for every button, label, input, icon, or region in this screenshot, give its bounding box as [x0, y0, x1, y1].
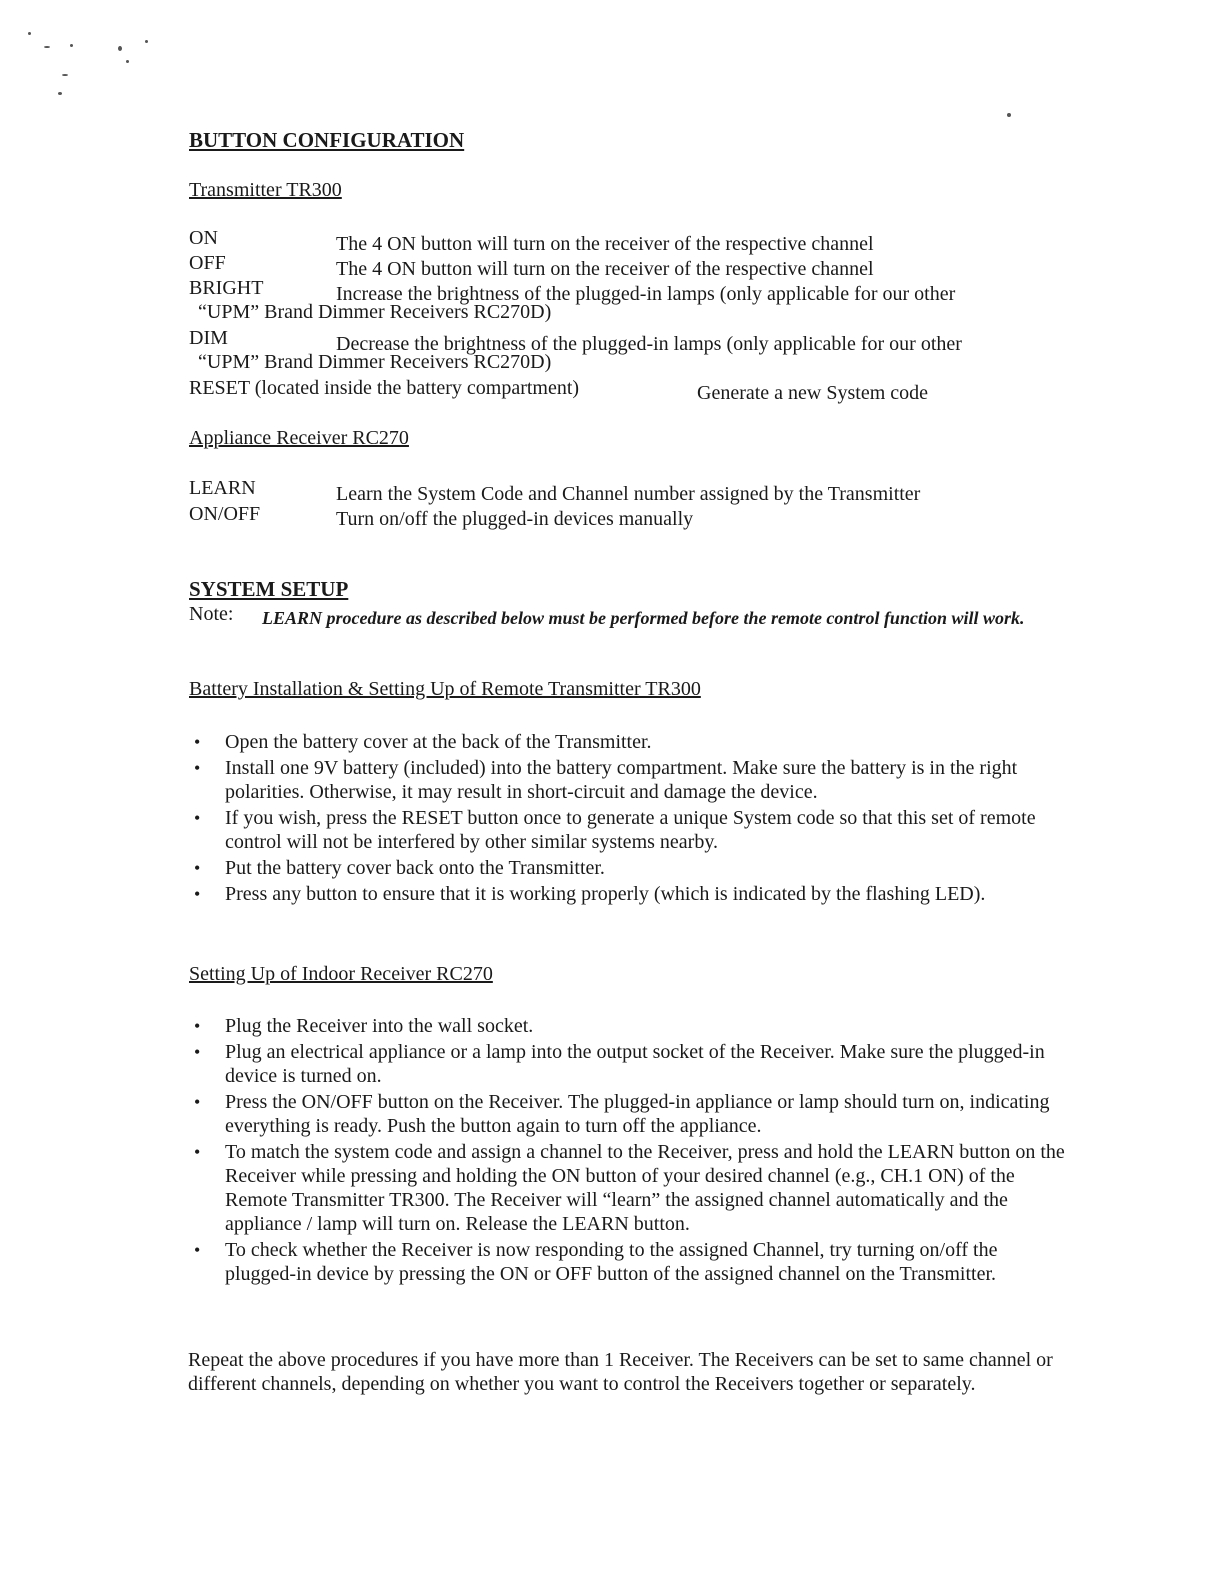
- scan-speck: [44, 46, 50, 48]
- list-item: • To check whether the Receiver is now responding to the assigned Channel, try turning on/off the plugged-in device by pressing the ON or OFF button of the assigned channel on the Transmitter.: [188, 1238, 1068, 1286]
- scan-speck: [62, 74, 68, 76]
- button-key-bright: BRIGHT: [189, 277, 264, 299]
- list-item: • If you wish, press the RESET button once to generate a unique System code so that this set of remote control will not be interfered by other similar systems nearby.: [188, 806, 1068, 854]
- button-key-reset: RESET (located inside the battery compartment): [189, 377, 580, 399]
- section-heading-system-setup: SYSTEM SETUP: [189, 577, 349, 601]
- button-desc-dim-cont: “UPM” Brand Dimmer Receivers RC270D): [198, 351, 552, 373]
- subheading-battery-installation: Battery Installation & Setting Up of Remote Transmitter TR300: [189, 678, 701, 700]
- list-item: • Plug the Receiver into the wall socket.: [188, 1014, 1068, 1038]
- button-desc-dim: Decrease the brightness of the plugged-in lamps (only applicable for our other: [336, 333, 962, 355]
- button-desc-on: The 4 ON button will turn on the receiver of the respective channel: [336, 233, 874, 255]
- button-key-onoff: ON/OFF: [189, 503, 261, 525]
- scan-speck: [28, 32, 31, 35]
- button-key-learn: LEARN: [189, 477, 256, 499]
- button-desc-bright: Increase the brightness of the plugged-in lamps (only applicable for our other: [336, 283, 956, 305]
- button-desc-learn: Learn the System Code and Channel number assigned by the Transmitter: [336, 483, 921, 505]
- subheading-transmitter: Transmitter TR300: [189, 179, 342, 201]
- note-text: LEARN procedure as described below must be performed before the remote control function will work.: [262, 608, 1025, 628]
- list-item: • Install one 9V battery (included) into the battery compartment. Make sure the battery is in the right polarities. Otherwise, it may result in short-circuit and damage the device.: [188, 756, 1068, 804]
- subheading-indoor-receiver: Setting Up of Indoor Receiver RC270: [189, 963, 493, 985]
- list-item: • Press any button to ensure that it is working properly (which is indicated by the flashing LED).: [188, 882, 1068, 906]
- scan-speck: [118, 46, 122, 51]
- scan-speck: [58, 92, 62, 95]
- section-heading-button-configuration: BUTTON CONFIGURATION: [189, 128, 465, 152]
- button-key-on: ON: [189, 227, 218, 249]
- button-key-dim: DIM: [189, 327, 228, 349]
- scan-speck: [1007, 113, 1011, 117]
- button-desc-bright-cont: “UPM” Brand Dimmer Receivers RC270D): [198, 301, 552, 323]
- button-desc-off: The 4 ON button will turn on the receiver of the respective channel: [336, 258, 874, 280]
- scan-speck: [70, 44, 73, 47]
- battery-steps-list: [188, 730, 1068, 906]
- list-item: • Press the ON/OFF button on the Receiver. The plugged-in appliance or lamp should turn on, indicating everything is ready. Push the button again to turn off the appliance.: [188, 1090, 1068, 1138]
- closing-paragraph: Repeat the above procedures if you have more than 1 Receiver. The Receivers can be set to same channel or different channels, depending on whether you want to control the Receivers together or separately.: [188, 1349, 1053, 1395]
- button-desc-reset: Generate a new System code: [697, 382, 929, 404]
- button-desc-onoff: Turn on/off the plugged-in devices manually: [336, 508, 694, 530]
- list-item: • Plug an electrical appliance or a lamp into the output socket of the Receiver. Make sure the plugged-in device is turned on.: [188, 1040, 1068, 1088]
- list-item: • Put the battery cover back onto the Transmitter.: [188, 856, 1068, 880]
- receiver-steps-list: [188, 1014, 1068, 1286]
- note-label: Note:: [189, 603, 234, 625]
- scan-speck: [145, 40, 148, 43]
- subheading-appliance-receiver: Appliance Receiver RC270: [189, 427, 409, 449]
- scan-speck: [126, 60, 129, 63]
- list-item: • Open the battery cover at the back of the Transmitter.: [188, 730, 1068, 754]
- list-item: • To match the system code and assign a channel to the Receiver, press and hold the LEARN button on the Receiver while pressing and holding the ON button of your desired channel (e.g., CH.1 ON) of the Remote Transmitter TR300. The Receiver will “learn” the assigned channel automatically and the appliance / lamp will turn on. Release the LEARN button.: [188, 1140, 1068, 1236]
- button-key-off: OFF: [189, 252, 226, 274]
